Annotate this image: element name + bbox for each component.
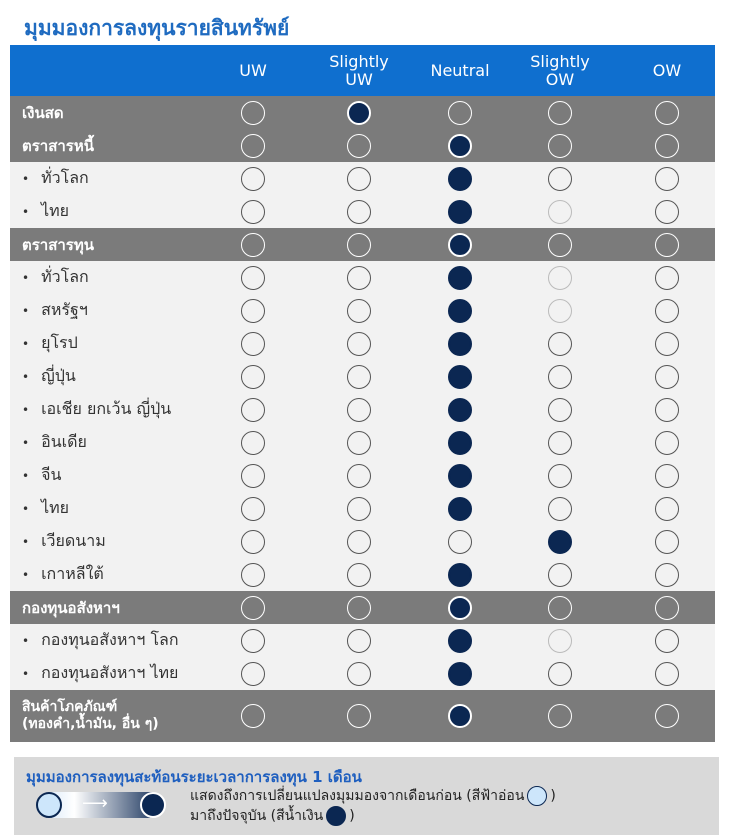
view-circle-icon: [548, 398, 572, 422]
row-label-text: สินค้าโภคภัณฑ์ (ทองคำ,น้ำมัน, อื่น ๆ): [22, 699, 159, 732]
view-circle-icon: [548, 497, 572, 521]
view-circle-icon: [655, 200, 679, 224]
row-label: [22, 327, 78, 360]
view-circle-icon: [241, 167, 265, 191]
row-label-text: • กองทุนอสังหาฯ โลก: [41, 630, 179, 649]
table-row: [10, 162, 715, 195]
view-circle-icon: [241, 596, 265, 620]
table-row: [10, 459, 715, 492]
view-circle-icon: [548, 704, 572, 728]
selected-view-circle-icon: [448, 167, 472, 191]
view-circle-icon: [548, 332, 572, 356]
view-circle-icon: [347, 233, 371, 257]
selected-view-circle-icon: [448, 233, 472, 257]
column-header-1: Slightly UW: [329, 51, 389, 89]
column-header-0: UW: [239, 60, 267, 80]
row-label-text: • สหรัฐฯ: [41, 300, 88, 319]
view-circle-icon: [241, 563, 265, 587]
view-circle-icon: [241, 629, 265, 653]
legend-line-2: มาถึงปัจจุบัน (สีน้ำเงิน: [190, 808, 324, 824]
view-circle-icon: [241, 530, 265, 554]
row-label: [22, 228, 94, 261]
row-label: [22, 261, 89, 294]
view-circle-icon: [655, 332, 679, 356]
table-row: [10, 327, 715, 360]
legend-previous-month-icon: [36, 792, 62, 818]
view-circle-icon: [241, 497, 265, 521]
view-circle-icon: [347, 299, 371, 323]
selected-view-circle-icon: [448, 266, 472, 290]
legend-title: มุมมองการลงทุนสะท้อนระยะเวลาการลงทุน 1 เดือน: [26, 768, 362, 786]
selected-view-circle-icon: [448, 464, 472, 488]
section-row: [10, 129, 715, 162]
legend-current-month-icon: [140, 792, 166, 818]
table-row: [10, 492, 715, 525]
table-row: [10, 195, 715, 228]
row-label-text: เงินสด: [22, 103, 64, 122]
selected-view-circle-icon: [448, 497, 472, 521]
row-label: [22, 360, 76, 393]
view-circle-icon: [548, 134, 572, 158]
row-label-text: • เอเชีย ยกเว้น ญี่ปุ่น: [41, 399, 172, 418]
row-label: [22, 624, 179, 657]
row-label: [22, 558, 104, 591]
row-label-text: กองทุนอสังหาฯ: [22, 598, 120, 617]
table-row: [10, 657, 715, 690]
view-circle-icon: [347, 629, 371, 653]
row-label: [22, 162, 89, 195]
view-circle-icon: [347, 332, 371, 356]
row-label: [22, 393, 171, 426]
view-circle-icon: [347, 167, 371, 191]
view-circle-icon: [548, 266, 572, 290]
column-header-4: OW: [652, 60, 682, 80]
selected-view-circle-icon: [448, 299, 472, 323]
row-label: [22, 492, 69, 525]
selected-view-circle-icon: [448, 134, 472, 158]
section-row: [10, 690, 715, 742]
selected-view-circle-icon: [448, 431, 472, 455]
legend-line-1: แสดงถึงการเปลี่ยนแปลงมุมมองจากเดือนก่อน (สีฟ้าอ่อน: [190, 788, 525, 804]
asset-view-table: [10, 45, 715, 742]
row-label-text: • ไทย: [41, 498, 70, 517]
view-circle-icon: [655, 365, 679, 389]
view-circle-icon: [655, 596, 679, 620]
table-row: [10, 393, 715, 426]
view-circle-icon: [548, 431, 572, 455]
view-circle-icon: [548, 563, 572, 587]
view-circle-icon: [655, 167, 679, 191]
section-row: [10, 591, 715, 624]
selected-view-circle-icon: [548, 530, 572, 554]
row-label-text: • ทั่วโลก: [41, 267, 89, 286]
view-circle-icon: [655, 134, 679, 158]
view-circle-icon: [241, 299, 265, 323]
view-circle-icon: [347, 596, 371, 620]
row-label: [22, 591, 120, 624]
selected-view-circle-icon: [448, 662, 472, 686]
view-circle-icon: [655, 629, 679, 653]
view-circle-icon: [655, 563, 679, 587]
selected-view-circle-icon: [448, 365, 472, 389]
light-blue-circle-icon: [527, 786, 547, 806]
column-header-3: Slightly OW: [530, 51, 590, 89]
table-header: [10, 45, 715, 96]
view-circle-icon: [347, 266, 371, 290]
view-circle-icon: [241, 134, 265, 158]
view-circle-icon: [655, 101, 679, 125]
view-circle-icon: [548, 101, 572, 125]
table-row: [10, 360, 715, 393]
view-circle-icon: [548, 662, 572, 686]
row-label: [22, 657, 178, 690]
row-label-text: • กองทุนอสังหาฯ ไทย: [41, 663, 179, 682]
row-label-text: • เวียดนาม: [41, 531, 106, 550]
view-circle-icon: [448, 101, 472, 125]
view-circle-icon: [655, 497, 679, 521]
selected-view-circle-icon: [448, 200, 472, 224]
view-circle-icon: [241, 101, 265, 125]
table-row: [10, 525, 715, 558]
selected-view-circle-icon: [448, 704, 472, 728]
selected-view-circle-icon: [448, 398, 472, 422]
row-label: [22, 294, 88, 327]
row-label: [22, 426, 87, 459]
row-label-text: • ญี่ปุ่น: [41, 366, 76, 385]
view-circle-icon: [347, 200, 371, 224]
row-label-text: • จีน: [41, 465, 62, 484]
table-body: [10, 96, 715, 742]
row-label-text: ตราสารทุน: [22, 235, 94, 254]
view-circle-icon: [241, 398, 265, 422]
view-circle-icon: [241, 233, 265, 257]
section-row: [10, 228, 715, 261]
view-circle-icon: [347, 134, 371, 158]
table-row: [10, 294, 715, 327]
selected-view-circle-icon: [448, 332, 472, 356]
view-circle-icon: [548, 233, 572, 257]
view-circle-icon: [241, 662, 265, 686]
row-label: [22, 195, 69, 228]
view-circle-icon: [548, 629, 572, 653]
right-arrow-icon: ⟶: [82, 793, 108, 814]
legend-box: [14, 757, 719, 835]
selected-view-circle-icon: [448, 596, 472, 620]
view-circle-icon: [655, 299, 679, 323]
view-circle-icon: [548, 167, 572, 191]
view-circle-icon: [347, 464, 371, 488]
view-circle-icon: [548, 596, 572, 620]
selected-view-circle-icon: [347, 101, 371, 125]
view-circle-icon: [655, 398, 679, 422]
view-circle-icon: [548, 299, 572, 323]
view-circle-icon: [347, 662, 371, 686]
row-label: [22, 690, 159, 742]
page-title: มุมมองการลงทุนรายสินทรัพย์: [24, 16, 290, 40]
row-label: [22, 96, 64, 129]
column-header-2: Neutral: [430, 60, 490, 80]
view-circle-icon: [655, 704, 679, 728]
row-label: [22, 129, 94, 162]
view-circle-icon: [241, 266, 265, 290]
selected-view-circle-icon: [448, 563, 472, 587]
legend-line-1-end: ): [550, 788, 556, 804]
view-circle-icon: [347, 431, 371, 455]
row-label-text: • ยุโรป: [41, 333, 78, 352]
view-circle-icon: [241, 200, 265, 224]
view-circle-icon: [548, 200, 572, 224]
row-label-text: ตราสารหนี้: [22, 136, 94, 155]
view-circle-icon: [655, 266, 679, 290]
view-circle-icon: [655, 662, 679, 686]
table-row: [10, 624, 715, 657]
row-label: [22, 459, 61, 492]
view-circle-icon: [548, 464, 572, 488]
view-circle-icon: [655, 233, 679, 257]
section-row: [10, 96, 715, 129]
row-label-text: • เกาหลีใต้: [41, 564, 104, 583]
view-circle-icon: [548, 365, 572, 389]
table-row: [10, 261, 715, 294]
view-circle-icon: [655, 464, 679, 488]
view-circle-icon: [347, 398, 371, 422]
row-label-text: • ไทย: [41, 201, 70, 220]
view-circle-icon: [241, 332, 265, 356]
view-circle-icon: [347, 497, 371, 521]
selected-view-circle-icon: [448, 629, 472, 653]
view-circle-icon: [347, 563, 371, 587]
legend-line-2-end: ): [349, 808, 355, 824]
view-circle-icon: [448, 530, 472, 554]
view-circle-icon: [241, 704, 265, 728]
legend-description: [190, 786, 556, 826]
table-row: [10, 426, 715, 459]
view-circle-icon: [347, 704, 371, 728]
view-circle-icon: [241, 365, 265, 389]
view-circle-icon: [241, 431, 265, 455]
table-row: [10, 558, 715, 591]
view-circle-icon: [655, 431, 679, 455]
view-circle-icon: [241, 464, 265, 488]
row-label: [22, 525, 106, 558]
view-circle-icon: [655, 530, 679, 554]
row-label-text: • อินเดีย: [41, 432, 87, 451]
view-circle-icon: [347, 365, 371, 389]
navy-circle-icon: [326, 806, 346, 826]
view-circle-icon: [347, 530, 371, 554]
row-label-text: • ทั่วโลก: [41, 168, 89, 187]
